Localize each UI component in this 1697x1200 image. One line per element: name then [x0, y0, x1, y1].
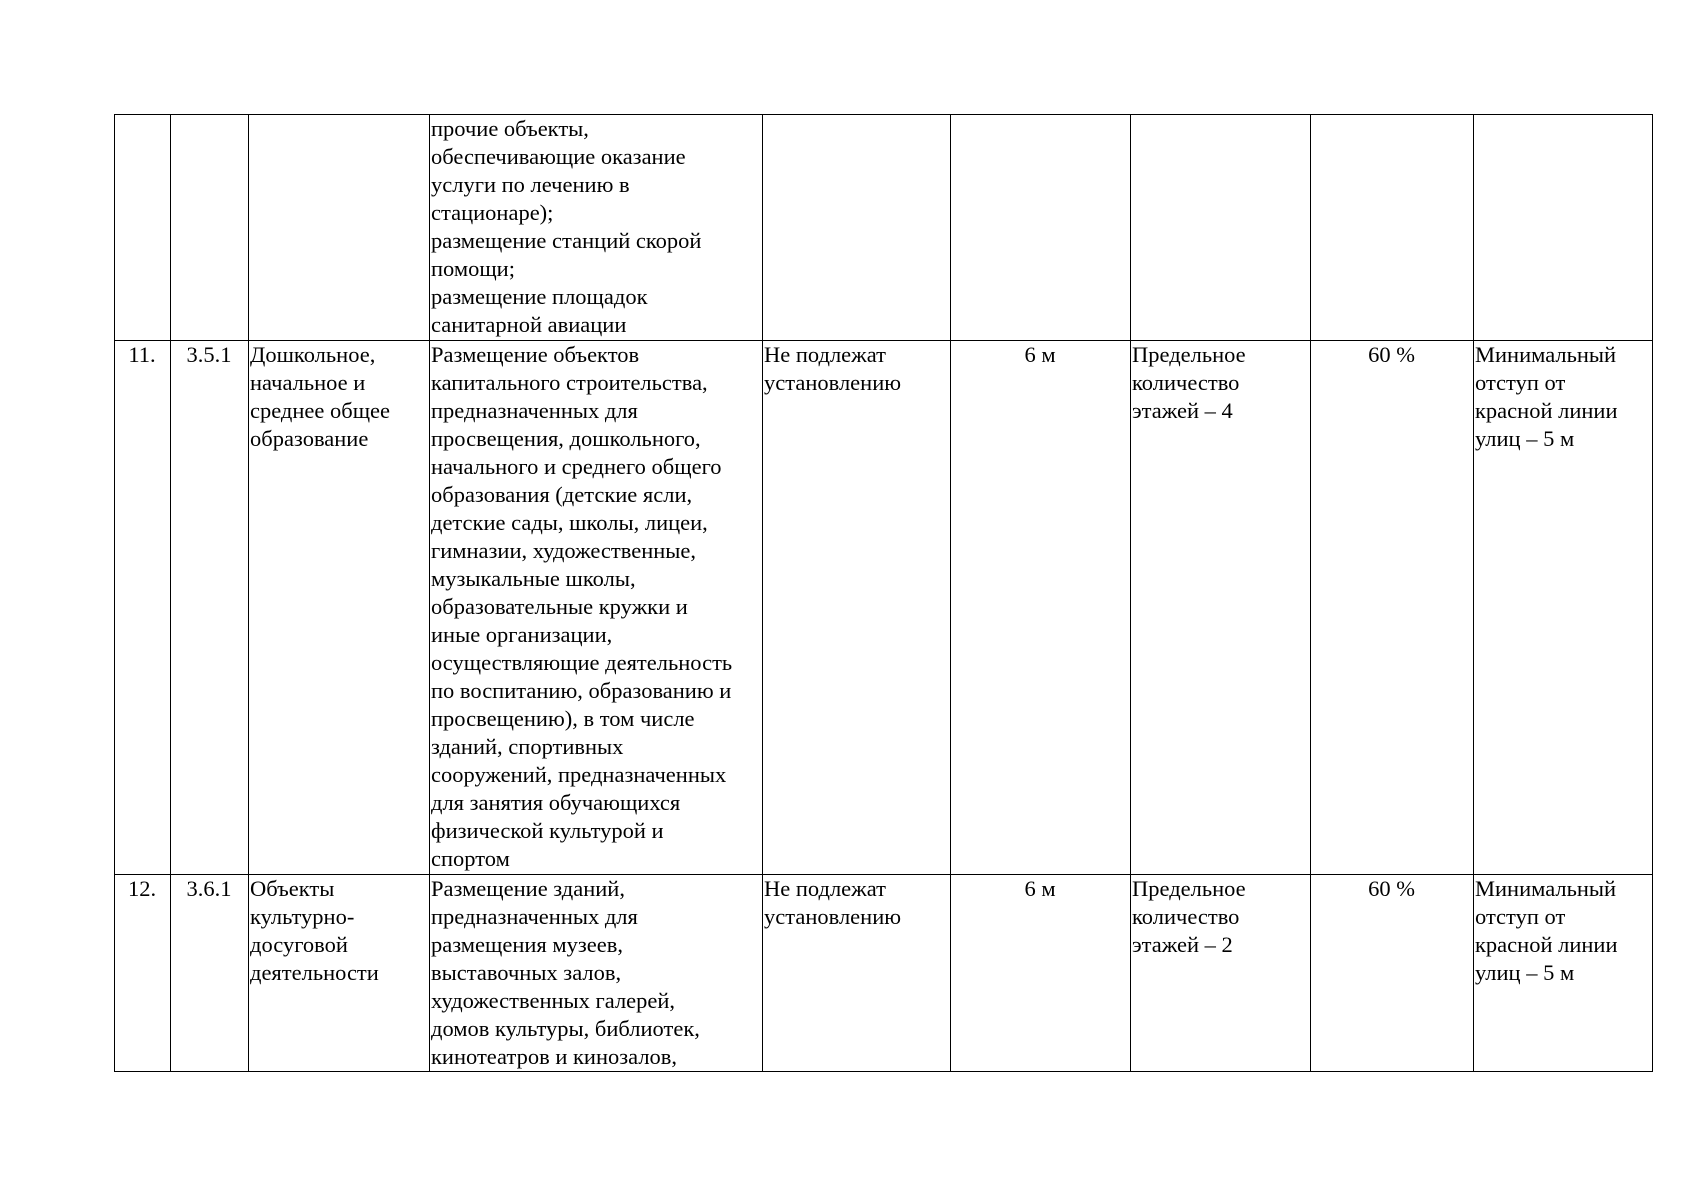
row-number-cell: 11. [115, 341, 171, 875]
use-code-cell: 3.5.1 [171, 341, 249, 875]
use-name-cell: Дошкольное, начальное и среднее общее образование [249, 341, 430, 875]
row-number-cell [115, 115, 171, 341]
use-description-cell: Размещение объектов капитального строительства, предназначенных для просвещения, дошкольного, начального и среднего общего образования (детские ясли, детские сады, школы, лицеи, гимназии, художественные, музыкальные школы, образовательные кружки и иные организации, осуществляющие деятельность по воспитанию, образованию и просвещению), в том числе зданий, спортивных сооружений, предназначенных для занятия обучающихся физической культурой и спортом [430, 341, 763, 875]
floors-cell: Предельное количество этажей – 2 [1131, 875, 1311, 1072]
use-name-cell [249, 115, 430, 341]
use-code-cell [171, 115, 249, 341]
use-code-cell: 3.6.1 [171, 875, 249, 1072]
height-cell: 6 м [951, 875, 1131, 1072]
floors-cell: Предельное количество этажей – 4 [1131, 341, 1311, 875]
plot-size-cell [763, 115, 951, 341]
table-row [115, 341, 1653, 875]
row-number-cell: 12. [115, 875, 171, 1072]
coverage-cell: 60 % [1311, 341, 1474, 875]
use-description-cell: Размещение зданий, предназначенных для размещения музеев, выставочных залов, художественных галерей, домов культуры, библиотек, кинотеатров и кинозалов, [430, 875, 763, 1072]
use-name-cell: Объекты культурно- досуговой деятельности [249, 875, 430, 1072]
plot-size-cell: Не подлежат установлению [763, 341, 951, 875]
setback-cell [1474, 115, 1653, 341]
use-description-cell: прочие объекты, обеспечивающие оказание услуги по лечению в стационаре); размещение станций скорой помощи; размещение площадок санитарной авиации [430, 115, 763, 341]
coverage-cell [1311, 115, 1474, 341]
setback-cell: Минимальный отступ от красной линии улиц – 5 м [1474, 875, 1653, 1072]
regulations-table [114, 114, 1653, 1072]
height-cell: 6 м [951, 341, 1131, 875]
setback-cell: Минимальный отступ от красной линии улиц – 5 м [1474, 341, 1653, 875]
floors-cell [1131, 115, 1311, 341]
coverage-cell: 60 % [1311, 875, 1474, 1072]
height-cell [951, 115, 1131, 341]
plot-size-cell: Не подлежат установлению [763, 875, 951, 1072]
table-row [115, 115, 1653, 341]
table-row [115, 875, 1653, 1072]
